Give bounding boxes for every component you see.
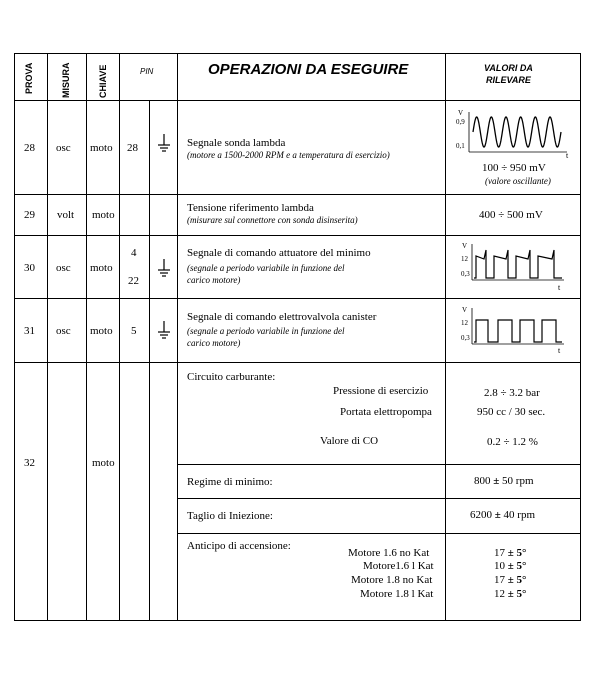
row-28-op-title: Segnale sonda lambda [187,137,286,149]
anticipo-value-1 [494,548,526,559]
circuito-label-pressione: Pressione di esercizio [333,385,429,397]
anticipo-label-1: Motore 1.6 no Kat [348,547,430,559]
row-31-misura: osc [56,325,71,337]
grid-line [580,53,581,620]
row-32-prova: 32 [24,457,35,469]
ground-icon [157,321,171,343]
canister-valve-signal-graph [458,306,570,354]
row-29-chiave: moto [92,209,115,221]
grid-line [14,194,581,195]
grid-line [445,53,446,620]
grid-line [119,53,120,620]
graph-28-low-label: 0,1 [456,142,465,150]
header-prova: PROVA [24,62,34,94]
grid-line [14,53,581,54]
row-29-prova: 29 [24,209,35,221]
anticipo-label-2: Motore1.6 l Kat [363,560,434,572]
circuito-value-co: 0.2 ÷ 1.2 % [487,436,538,448]
header-valori-line2: RILEVARE [486,75,531,85]
anticipo-title: Anticipo di accensione: [187,540,291,552]
anticipo-base: 17 [494,574,508,586]
graph-30-v-label: V [462,242,468,250]
regime-label: Regime di minimo: [187,476,273,488]
grid-line [177,498,581,499]
row-28-chiave: moto [90,142,113,154]
row-30-op-note-1: (segnale a periodo variabile in funzione del [187,263,345,273]
plus-minus-sign: ± [493,475,500,487]
row-29-op-note: (misurare sul connettore con sonda disinserita) [187,215,358,225]
grid-line [14,235,581,236]
graph-30-low-label: 0,3 [461,270,470,278]
header-pin: PIN [140,67,154,76]
grid-line [14,362,581,363]
anticipo-base: 17 [494,547,508,559]
header-misura: MISURA [61,62,71,98]
row-30-prova: 30 [24,262,35,274]
anticipo-base: 10 [494,560,508,572]
anticipo-tol: 5° [513,588,527,600]
row-29-op-title: Tensione riferimento lambda [187,202,314,214]
graph-28-t-label: t [566,151,569,160]
anticipo-tol: 5° [513,560,527,572]
taglio-label: Taglio di Iniezione: [187,510,273,522]
anticipo-tol: 5° [513,547,527,559]
graph-31-v-label: V [462,306,468,314]
graph-28-v-label: V [458,109,464,117]
grid-line [14,298,581,299]
plus-minus-sign: ± [507,547,514,559]
row-30-pin-top: 4 [131,247,137,259]
circuito-label-portata: Portata elettropompa [340,406,432,418]
ground-icon [157,134,171,156]
graph-30-high-label: 12 [461,255,468,263]
anticipo-base: 12 [494,588,508,600]
graph-30-t-label: t [558,283,561,292]
row-31-op-title: Segnale di comando elettrovalvola canister [187,311,377,323]
grid-line [14,53,15,620]
row-30-chiave: moto [90,262,113,274]
grid-line [177,464,581,465]
plus-minus-sign: ± [507,588,514,600]
row-28-value: 100 ÷ 950 mV [482,162,546,174]
row-30-op-title: Segnale di comando attuatore del minimo [187,247,371,259]
circuito-label-co: Valore di CO [320,435,379,447]
graph-31-t-label: t [558,346,561,355]
taglio-value [470,510,535,521]
row-31-prova: 31 [24,325,35,337]
grid-line [14,620,581,621]
row-31-op-note-1: (segnale a periodo variabile in funzione del [187,326,345,336]
grid-line [149,100,150,620]
circuito-value-portata: 950 cc / 30 sec. [477,406,546,418]
row-30-pin-bottom: 22 [128,275,139,287]
header-valori-line1: VALORI DA [484,63,533,73]
grid-line [177,53,178,620]
regime-value-base: 800 [474,475,494,487]
anticipo-value-2 [494,561,526,572]
graph-31-low-label: 0,3 [461,334,470,342]
regime-value-tol: 50 rpm [499,475,534,487]
graph-28-high-label: 0,9 [456,118,465,126]
grid-line [177,533,581,534]
plus-minus-sign: ± [507,560,514,572]
row-28-value-note: (valore oscillante) [485,176,551,186]
circuito-title: Circuito carburante: [187,371,276,383]
anticipo-value-4 [494,589,526,600]
anticipo-tol: 5° [513,574,527,586]
row-28-op-note: (motore a 1500-2000 RPM e a temperatura di esercizio) [187,150,390,160]
row-29-misura: volt [57,209,75,221]
plus-minus-sign: ± [507,574,514,586]
row-29-value: 400 ÷ 500 mV [479,209,543,221]
plus-minus-sign: ± [494,509,501,521]
ground-icon [157,259,171,281]
circuito-value-pressione: 2.8 ÷ 3.2 bar [484,387,540,399]
lambda-signal-graph [455,108,573,160]
grid-line [86,53,87,620]
row-28-prova: 28 [24,142,35,154]
idle-actuator-signal-graph [458,242,570,290]
taglio-value-tol: 40 rpm [500,509,536,521]
row-31-chiave: moto [90,325,113,337]
row-32-chiave: moto [92,457,115,469]
row-28-misura: osc [56,142,71,154]
taglio-value-base: 6200 [470,509,495,521]
row-30-op-note-2: carico motore) [187,275,241,285]
graph-31-high-label: 12 [461,319,468,327]
row-31-pin: 5 [131,325,137,337]
row-28-pin: 28 [127,142,138,154]
anticipo-value-3 [494,575,526,586]
row-31-op-note-2: carico motore) [187,338,241,348]
header-chiave: CHIAVE [98,64,108,98]
grid-line [47,53,48,620]
header-operazioni: OPERAZIONI DA ESEGUIRE [208,61,409,78]
anticipo-label-3: Motore 1.8 no Kat [351,574,433,586]
row-30-misura: osc [56,262,71,274]
grid-line [14,100,581,101]
anticipo-label-4: Motore 1.8 l Kat [360,588,434,600]
regime-value [474,476,534,487]
